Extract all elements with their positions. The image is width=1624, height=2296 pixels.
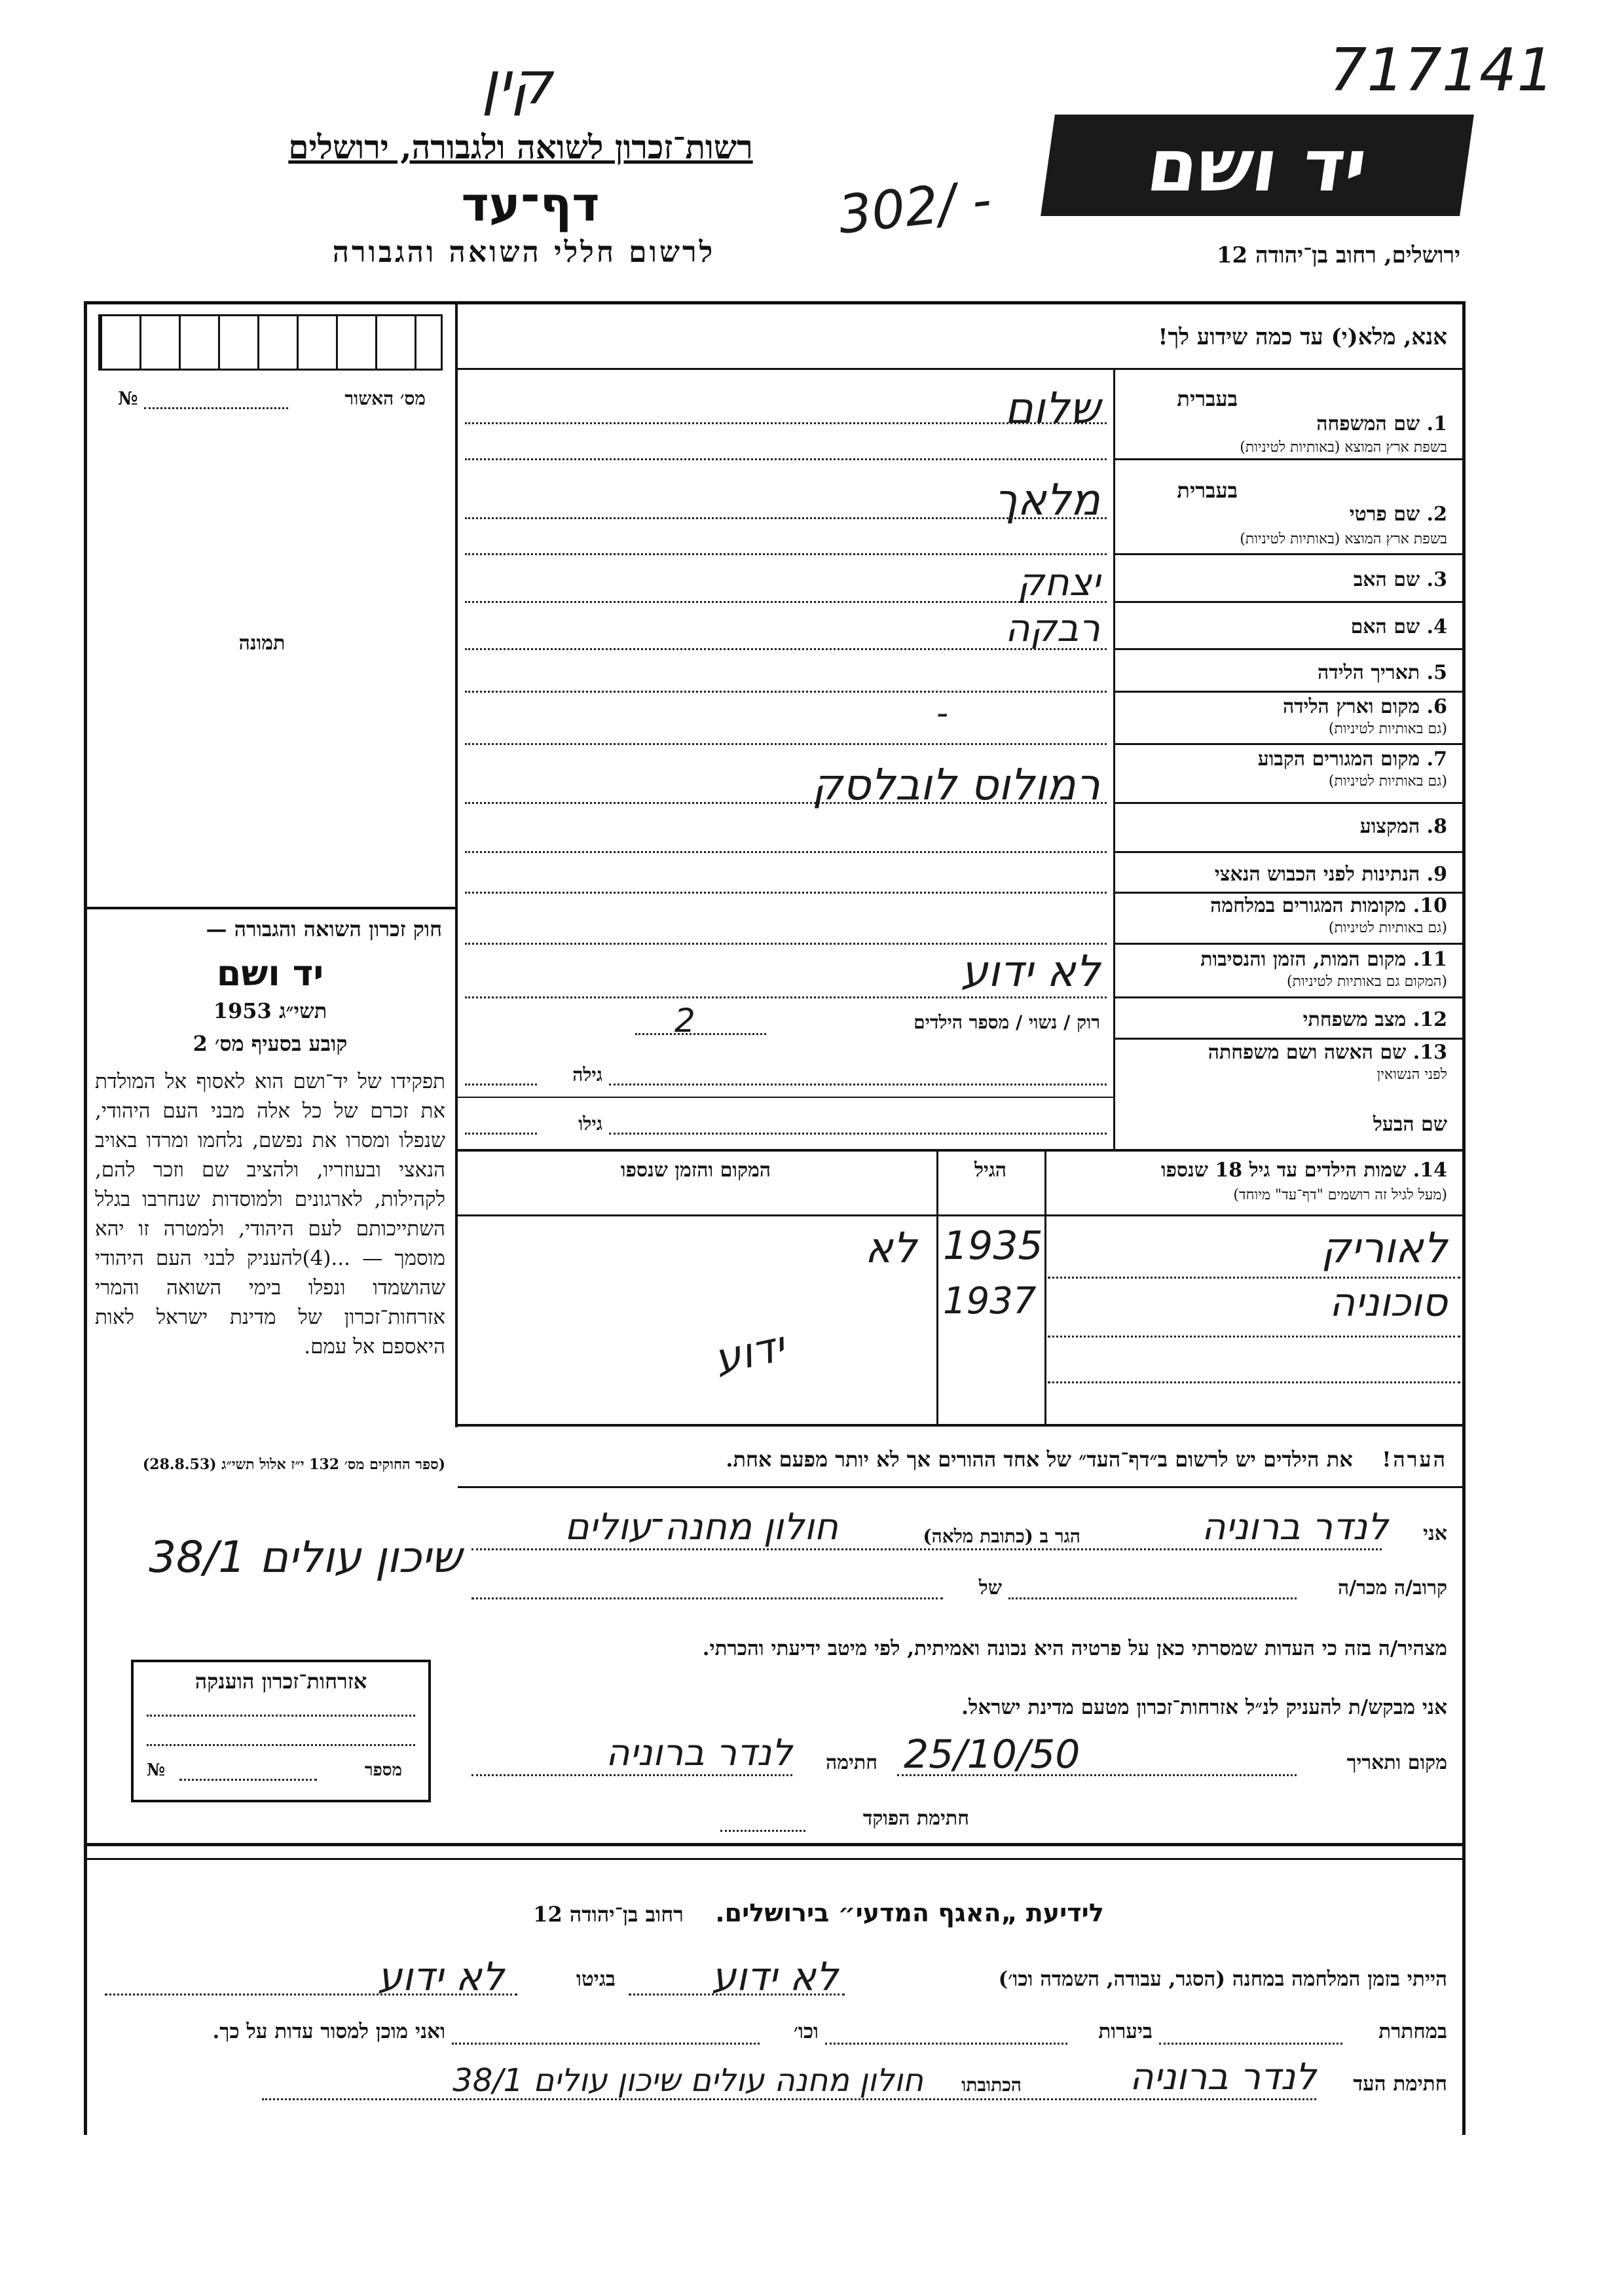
- citizenship-number-label: מספר: [364, 1760, 402, 1780]
- declarant-address-margin: שיכון עולים 38/1: [149, 1532, 462, 1582]
- hebrew-label-1: בעברית: [1177, 386, 1238, 411]
- declarant-i-label: אני: [1423, 1522, 1447, 1545]
- child-2-name[interactable]: סוכוניה: [1329, 1280, 1447, 1326]
- citizenship-box: [131, 1660, 431, 1802]
- children-age-header: הגיל: [974, 1159, 1007, 1182]
- field-5-label: [1126, 661, 1447, 684]
- marital-options: רוק / נשוי / מספר הילדים: [913, 1011, 1100, 1033]
- field-10-label: [1126, 894, 1447, 917]
- field-10-text: מקומות המגורים במלחמה: [1210, 894, 1407, 917]
- field-11-sub: (המקום גם באותיות לטיניות): [1287, 974, 1447, 990]
- authority-name: רשות־זכרון לשואה ולגבורה, ירושלים: [288, 128, 753, 166]
- form-title: דף־עד: [461, 177, 600, 232]
- camp-value[interactable]: לא ידוע: [711, 1954, 838, 2000]
- underground-label: במחתרת: [1378, 2020, 1447, 2043]
- field-9-num: 9.: [1426, 863, 1447, 886]
- field-9-label: [1126, 863, 1447, 886]
- field-7-label: [1126, 748, 1447, 771]
- photo-label: תמונה: [238, 632, 286, 655]
- witness-signature[interactable]: לנדר ברוניה: [1129, 2056, 1316, 2098]
- witness-address-label: הכתובתו: [961, 2074, 1022, 2096]
- field-7-text: מקום המגורים הקבוע: [1257, 748, 1420, 771]
- child-1-age[interactable]: 1935: [943, 1223, 1043, 1269]
- field-4-value[interactable]: רבקה: [1005, 606, 1100, 650]
- law-reference: (ספר החוקים מס׳ 132 י״ז אלול תשי״ג (28.8.53): [142, 1456, 445, 1473]
- signature-label: חתימה: [826, 1751, 877, 1774]
- law-name: יד ושם: [216, 953, 324, 994]
- bottom-title-line: [458, 1899, 1179, 1927]
- field-13-sub: לפני הנשואין: [1376, 1066, 1447, 1083]
- approval-label: מס׳ האשור: [344, 388, 426, 409]
- forests-label: ביערות: [1098, 2020, 1153, 2043]
- field-3-value[interactable]: יצחק: [1017, 560, 1100, 604]
- ready-text: ואני מוכן למסור עדות על כך.: [212, 2020, 445, 2043]
- field-5-text: תאריך הלידה: [1318, 661, 1420, 684]
- field-6-text: מקום וארץ הלידה: [1282, 695, 1420, 718]
- children-section-num: 14.: [1412, 1159, 1447, 1182]
- field-1-value[interactable]: שלום: [1004, 383, 1100, 433]
- field-2-value[interactable]: מלאך: [994, 475, 1100, 525]
- field-7-num: 7.: [1426, 748, 1447, 771]
- field-7-value[interactable]: רמולוס לובלסק: [811, 759, 1100, 810]
- declaration-date[interactable]: 25/10/50: [904, 1732, 1080, 1777]
- bottom-address: רחוב בן־יהודה 12: [533, 1902, 684, 1927]
- children-count-value[interactable]: 2: [674, 1002, 695, 1040]
- child-1-name[interactable]: לאוריק: [1321, 1224, 1447, 1273]
- declarant-address[interactable]: חולון מחנה־עולים: [564, 1506, 838, 1548]
- field-3-num: 3.: [1426, 568, 1447, 591]
- child-2-place[interactable]: ידוע: [710, 1322, 789, 1385]
- note-line: [458, 1447, 1447, 1472]
- form-intro: אנא, מלא(י) עד כמה שידוע לך!: [1158, 324, 1447, 350]
- field-7-sub: (גם באותיות לטיניות): [1328, 773, 1447, 790]
- field-8-label: [1126, 815, 1447, 838]
- logo-text: יד ושם: [1142, 123, 1373, 208]
- bottom-title: לידיעת „האגף המדעי״ בירושלים.: [715, 1899, 1104, 1927]
- declaration-text: מצהיר/ה בזה כי העדות שמסרתי כאן על פרטיה היא נכונה ואמיתית, לפי מיטב ידיעתי והכרתי.: [702, 1637, 1447, 1660]
- declarant-signature[interactable]: לנדר ברוניה: [605, 1732, 792, 1774]
- citizenship-number-prefix: №: [147, 1760, 166, 1780]
- law-clause: קובע בסעיף מס׳ 2: [193, 1031, 348, 1056]
- ghetto-label: בגיטו: [576, 1967, 616, 1991]
- field-2-sub: בשפת ארץ המוצא (באותיות לטיניות): [1240, 531, 1447, 547]
- field-6-label: [1126, 695, 1447, 718]
- field-1-label: [1126, 412, 1447, 435]
- field-11-num: 11.: [1412, 948, 1447, 971]
- field-2-label: [1126, 503, 1447, 526]
- field-6-sub: (גם באותיות לטיניות): [1328, 721, 1447, 737]
- law-year: תשי״ג 1953: [213, 998, 327, 1023]
- field-6-value[interactable]: -: [936, 694, 949, 732]
- handwritten-top-center: קין: [481, 49, 553, 118]
- law-title: חוק זכרון השואה והגבורה —: [206, 917, 442, 941]
- header-address: ירושלים, רחוב בן־יהודה 12: [1216, 242, 1460, 268]
- field-8-num: 8.: [1426, 815, 1447, 838]
- field-9-text: הנתינות לפני הכבוש הנאצי: [1214, 863, 1420, 886]
- field-1-text: שם המשפחה: [1316, 412, 1420, 435]
- handwritten-form-number: 302/ -: [835, 169, 995, 246]
- camp-label: הייתי בזמן המלחמה במחנה (הסגר, עבודה, השמדה וכו׳): [998, 1967, 1447, 1991]
- children-place-header: המקום והזמן שנספו: [620, 1159, 771, 1182]
- field-12-text: מצב משפחתי: [1302, 1008, 1407, 1031]
- husband-label: שם הבעל: [1373, 1113, 1447, 1136]
- declarant-resides-label: הגר ב (כתובת מלאה): [923, 1525, 1080, 1547]
- request-text: אני מבקש/ת להעניק לנ״ל אזרחות־זכרון מטעם מדינת ישראל.: [961, 1696, 1447, 1719]
- note-text: את הילדים יש לרשום ב״דף־העד״ של אחד ההורים אך לא יותר מפעם אחת.: [726, 1447, 1353, 1472]
- field-1-num: 1.: [1426, 412, 1447, 435]
- law-text: תפקידו של יד־ושם הוא לאסוף אל המולדת את זכרם של כל אלה מבני העם היהודי, שנפלו ומסרו את נפשם, נלחמו ומרדו באויב הנאצי ובעוזריו, ולהציב שם וזכר להם, לקהילות, לארגונים ולמוסדות שנחרבו בגלל השתייכותם לעם היהודי, ולמטרה זו יהא מוסמך — ...(4)להעניק לבני העם היהודי שהושמדו ונפלו בימי השואה והמרי אזרחות־זכרון של מדינת ישראל לאות היאספם אל עמם.: [95, 1070, 445, 1358]
- note-label: הערה!: [1382, 1447, 1447, 1472]
- field-5-num: 5.: [1426, 661, 1447, 684]
- husband-age-label: גילו: [578, 1113, 602, 1135]
- field-12-num: 12.: [1412, 1008, 1447, 1031]
- relative-label: קרוב/ה מכר/ה: [1338, 1576, 1447, 1599]
- declarant-name[interactable]: לנדר ברוניה: [1201, 1506, 1388, 1548]
- field-4-label: [1126, 615, 1447, 638]
- field-11-value[interactable]: לא ידוע: [961, 946, 1100, 996]
- witness-address[interactable]: חולון מחנה עולים שיכון עולים 38/1: [452, 2062, 923, 2099]
- approval-number-sign: №: [118, 388, 138, 409]
- child-2-age[interactable]: 1937: [943, 1280, 1037, 1322]
- place-date-label: מקום ותאריך: [1346, 1751, 1447, 1774]
- yad-vashem-logo: [1041, 115, 1474, 216]
- citizenship-title: אזרחות־זכרון הוענקה: [194, 1669, 367, 1694]
- field-13-text: שם האשה ושם משפחתה: [1208, 1041, 1407, 1064]
- field-10-num: 10.: [1412, 894, 1447, 917]
- etc-label: וכו׳: [793, 2020, 819, 2043]
- field-13-label: [1126, 1041, 1447, 1064]
- field-6-num: 6.: [1426, 695, 1447, 718]
- field-11-text: מקום המות, הזמן והנסיבות: [1200, 948, 1407, 971]
- field-10-sub: (גם באותיות לטיניות): [1328, 920, 1447, 936]
- field-11-label: [1126, 948, 1447, 971]
- ghetto-value[interactable]: לא ידוע: [377, 1954, 504, 2000]
- field-3-text: שם האב: [1353, 568, 1420, 591]
- ticks-box: [98, 314, 443, 371]
- children-section-sub: (מעל לגיל זה רושמים "דף־עד" מיוחד): [1233, 1187, 1447, 1203]
- hebrew-label-2: בעברית: [1177, 478, 1238, 503]
- field-13-num: 13.: [1412, 1041, 1447, 1064]
- field-1-sub: בשפת ארץ המוצא (באותיות לטיניות): [1240, 439, 1447, 456]
- wife-age-label: גילה: [572, 1064, 602, 1085]
- field-4-num: 4.: [1426, 615, 1447, 638]
- officer-signature-label: חתימת הפוקד: [862, 1807, 969, 1830]
- handwritten-top-right: 717141: [1329, 36, 1555, 105]
- child-1-place[interactable]: לא: [864, 1224, 917, 1273]
- of-label: של: [978, 1576, 1002, 1599]
- children-section-text: שמות הילדים עד גיל 18 שנספו: [1160, 1159, 1407, 1182]
- witness-signature-label: חתימת העד: [1353, 2072, 1447, 2096]
- field-12-label: [1126, 1008, 1447, 1031]
- field-4-text: שם האם: [1350, 615, 1420, 638]
- field-2-text: שם פרטי: [1349, 503, 1420, 526]
- field-2-num: 2.: [1426, 503, 1447, 526]
- form-subtitle: לרשום חללי השואה והגבורה: [332, 236, 716, 269]
- field-8-text: המקצוע: [1359, 815, 1420, 838]
- children-section-title: [1048, 1159, 1447, 1182]
- field-3-label: [1126, 568, 1447, 591]
